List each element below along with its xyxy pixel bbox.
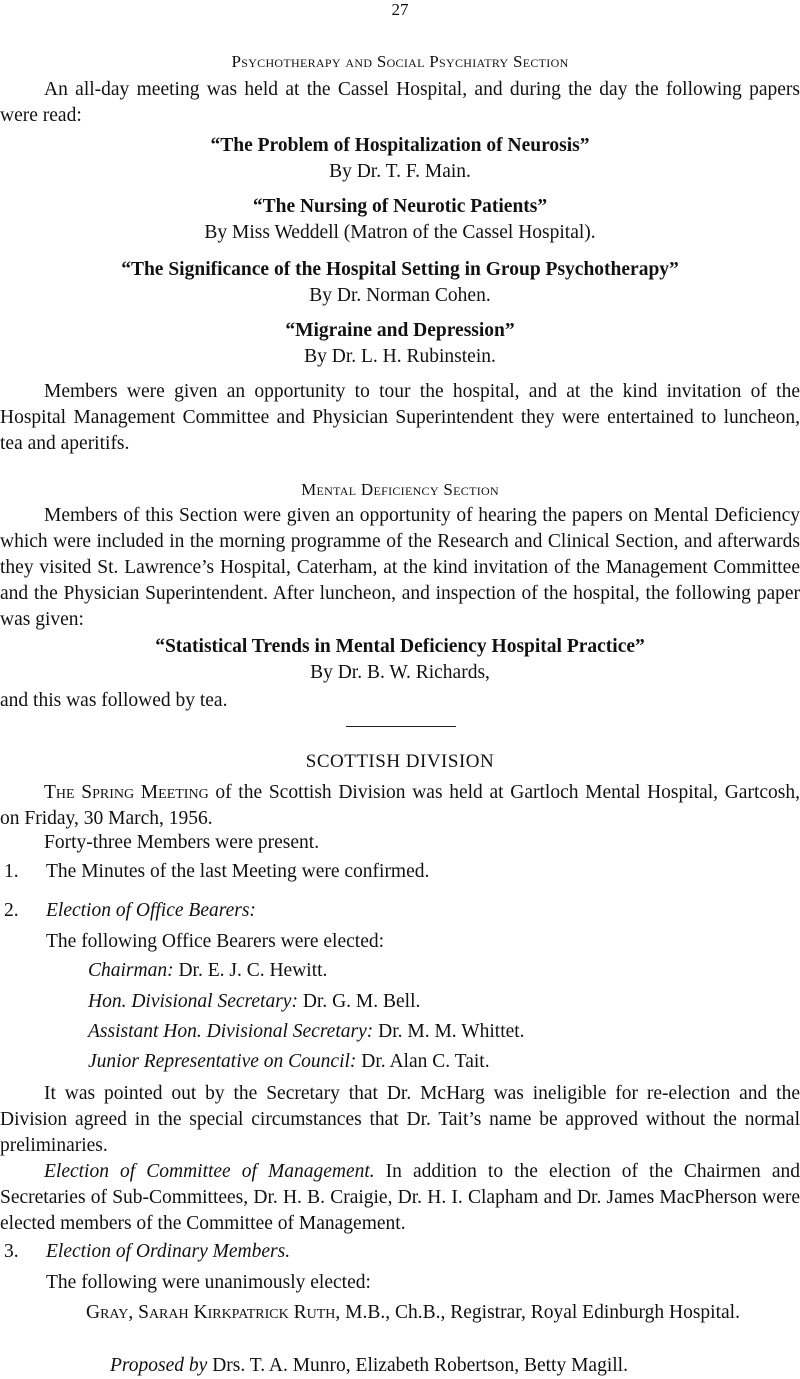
item-number: 1. — [4, 861, 19, 882]
committee-paragraph — [0, 1159, 800, 1237]
proposed-names: Drs. T. A. Munro, Elizabeth Robertson, Betty Magill. — [207, 1355, 628, 1376]
paper-title: “Migraine and Depression” — [285, 320, 515, 341]
new-member-entry — [86, 1300, 800, 1326]
officer-name: Dr. G. M. Bell. — [297, 991, 421, 1012]
scottish-division-heading: SCOTTISH DIVISION — [305, 751, 495, 772]
officer-name: Dr. M. M. Whittet. — [373, 1021, 525, 1042]
paper-author: By Dr. L. H. Rubinstein. — [304, 346, 496, 367]
member-name: Gray, Sarah Kirkpatrick Ruth, — [86, 1302, 341, 1323]
officer-line — [88, 989, 420, 1015]
item2-intro: The following Office Bearers were elected: — [46, 931, 385, 952]
officer-name: Dr. E. J. C. Hewitt. — [173, 960, 328, 981]
members-present: Forty-three Members were present. — [44, 832, 320, 853]
psychotherapy-intro: An all-day meeting was held at the Cassel Hospital, and during the day the following papers were read: — [0, 79, 800, 126]
paper-title: “The Significance of the Hospital Setting in Group Psychotherapy” — [121, 259, 679, 280]
spring-meeting-paragraph — [0, 780, 800, 832]
paper-title: “The Problem of Hospitalization of Neurosis” — [210, 135, 590, 156]
officer-line — [88, 1049, 490, 1075]
proposed-label: Proposed by — [110, 1355, 208, 1376]
officer-line — [88, 1019, 525, 1045]
member-details: M.B., Ch.B., Registrar, Royal Edinburgh Hospital. — [340, 1302, 740, 1323]
spring-meeting-text: of the Scottish Division was held at Gartloch Mental Hospital, Gartcosh, on Friday, 30 March, 1956. — [0, 782, 800, 829]
item2-title-wrap — [46, 898, 256, 924]
officer-role: Chairman: — [88, 960, 174, 981]
section-divider — [346, 726, 456, 727]
psychotherapy-section-heading: Psychotherapy and Social Psychiatry Section — [231, 52, 569, 71]
paper-title: “The Nursing of Neurotic Patients” — [252, 196, 548, 217]
mcharg-paragraph: It was pointed out by the Secretary that Dr. McHarg was ineligible for re-election and the Division agreed in the special circumstances that Dr. Tait’s name be approved without the normal preliminaries. — [0, 1083, 800, 1156]
item2-title: Election of Office Bearers: — [46, 900, 256, 921]
committee-label: Election of Committee of Management. — [44, 1161, 375, 1182]
mental-deficiency-closing: and this was followed by tea. — [0, 690, 228, 711]
officer-role: Assistant Hon. Divisional Secretary: — [88, 1021, 374, 1042]
mental-deficiency-intro: Members of this Section were given an opportunity of hearing the papers on Mental Deficiency which were included in the morning programme of the Research and Clinical Section, and afterwards they visited St. Lawrence’s Hospital, Caterham, at the kind invitation of the Management Committee and the Physician Superintendent. After luncheon, and inspection of the hospital, the following paper was given: — [0, 505, 800, 630]
item3-title: Election of Ordinary Members. — [46, 1241, 291, 1262]
page-number: 27 — [391, 0, 409, 19]
item-number: 3. — [4, 1241, 19, 1262]
committee-text: In addition to the election of the Chairmen and Secretaries of Sub-Committees, Dr. H. B. Craigie, Dr. H. I. Clapham and Dr. James MacPherson were elected members of the Committee of Management. — [0, 1161, 800, 1234]
officer-role: Hon. Divisional Secretary: — [88, 991, 298, 1012]
paper-author: By Dr. B. W. Richards, — [310, 662, 490, 683]
item-number: 2. — [4, 900, 19, 921]
item3-intro: The following were unanimously elected: — [46, 1272, 371, 1293]
officer-name: Dr. Alan C. Tait. — [356, 1051, 490, 1072]
paper-title: “Statistical Trends in Mental Deficiency Hospital Practice” — [155, 636, 645, 657]
mental-deficiency-section-heading: Mental Deficiency Section — [301, 480, 499, 499]
proposed-by-line — [110, 1353, 628, 1379]
item1-text: The Minutes of the last Meeting were confirmed. — [46, 861, 430, 882]
paper-author: By Dr. T. F. Main. — [329, 161, 471, 182]
item3-title-wrap — [46, 1239, 290, 1265]
officer-role: Junior Representative on Council: — [88, 1051, 357, 1072]
paper-author: By Dr. Norman Cohen. — [309, 285, 491, 306]
paper-author: By Miss Weddell (Matron of the Cassel Hospital). — [204, 222, 596, 243]
officer-line — [88, 958, 327, 984]
psychotherapy-closing: Members were given an opportunity to tour the hospital, and at the kind invitation of the Hospital Management Committee and Physician Superintendent they were entertained to luncheon, tea and aperitifs. — [0, 381, 800, 454]
spring-meeting-label: The Spring Meeting — [44, 782, 209, 803]
